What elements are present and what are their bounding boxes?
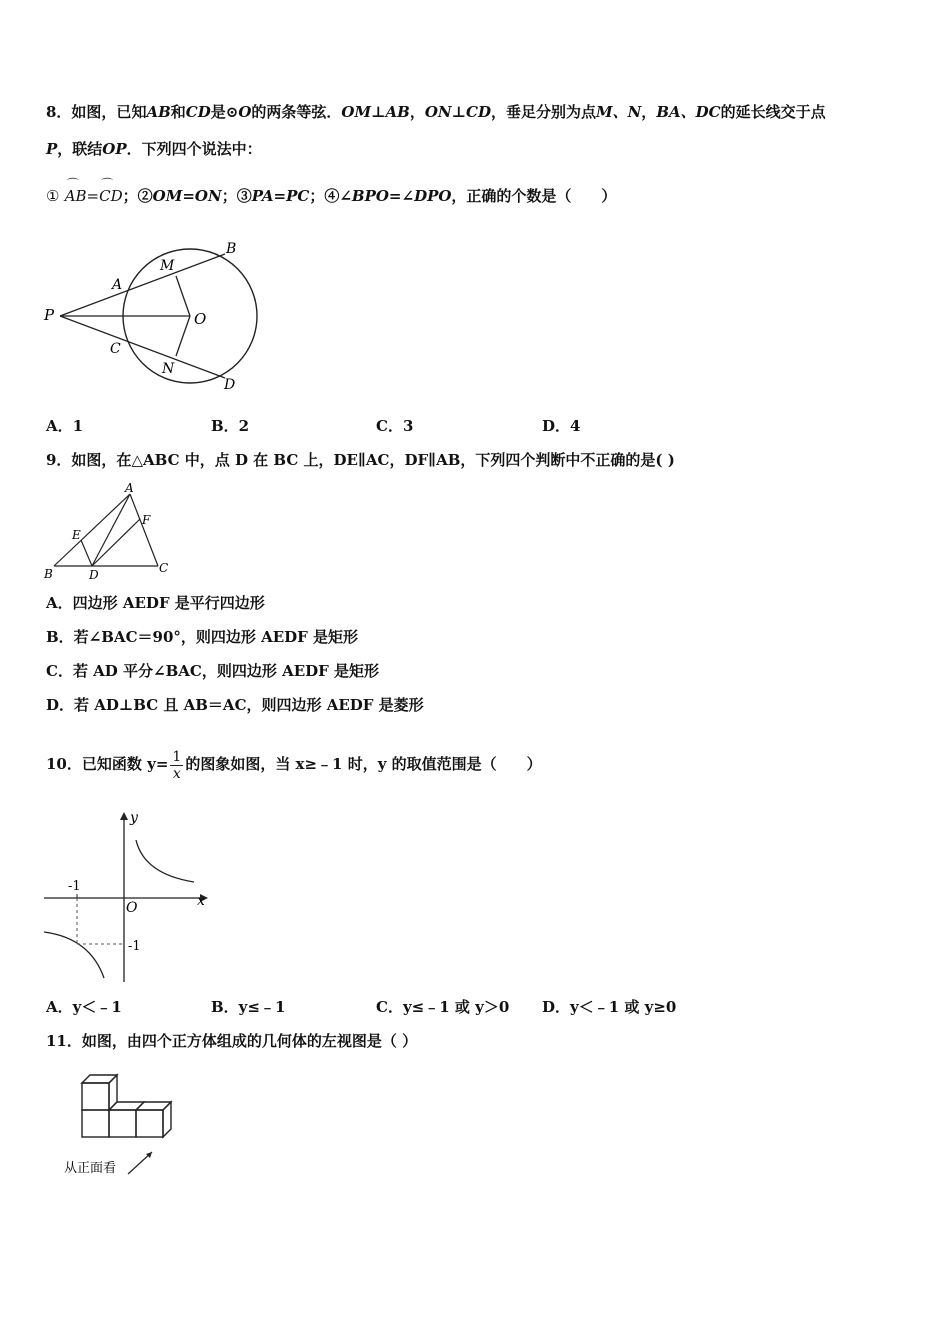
label-m: M <box>160 258 175 274</box>
fraction-1-over-x: $\frac{1}{x}$ <box>172 748 182 782</box>
label-n: N <box>162 361 175 377</box>
label-x: x <box>197 893 205 909</box>
line-om <box>176 276 190 316</box>
label-p: P <box>44 306 55 324</box>
q8-circle-figure <box>40 236 280 396</box>
lid-3 <box>136 1102 171 1110</box>
q10-option-a[interactable]: A．y＜﹣1 <box>46 998 122 1016</box>
label-f: F <box>142 513 151 527</box>
label-o: O <box>194 310 207 328</box>
label-d: D <box>89 568 99 582</box>
line-on <box>176 316 190 356</box>
cube-top-lid <box>82 1075 117 1083</box>
cube-bottom-3 <box>136 1110 163 1137</box>
q8-option-d[interactable]: D．4 <box>542 417 581 435</box>
label-neg1-y: -1 <box>128 939 141 954</box>
label-a: A <box>112 277 123 293</box>
q10-stem: 10．已知函数 y= $\frac{1}{x}$ 的图象如图，当 x≥﹣1 时，y 的取值范围是（ ） <box>46 748 542 782</box>
lid-2 <box>109 1102 144 1110</box>
label-e: E <box>72 528 81 542</box>
q8-line2: P，联结OP．下列四个说法中： <box>46 140 262 158</box>
y-axis-arrow <box>120 812 128 820</box>
q11-cubes-figure <box>60 1068 220 1188</box>
q9-option-b[interactable]: B．若∠BAC＝90°，则四边形 AEDF 是矩形 <box>46 628 359 646</box>
q10-option-d[interactable]: D．y＜﹣1 或 y≥0 <box>542 998 677 1016</box>
view-label: 从正面看 <box>64 1161 117 1176</box>
label-origin: O <box>126 900 138 916</box>
label-neg1-x: -1 <box>68 879 81 894</box>
q10-option-b[interactable]: B．y≤﹣1 <box>211 998 286 1016</box>
cube-top-front <box>82 1083 109 1110</box>
label-b: B <box>44 567 53 581</box>
side-ba <box>54 494 130 566</box>
label-a: A <box>125 481 134 495</box>
cube-bottom-1 <box>82 1110 109 1137</box>
q8-statements: ① ⌒ AB=⌒ CD；②OM=ON；③PA=PC；④∠BPO=∠DPO，正确的个数是（ ） <box>46 186 616 206</box>
q8-option-a[interactable]: A．1 <box>46 417 84 435</box>
label-d: D <box>224 377 236 393</box>
line-pb <box>60 254 225 316</box>
q9-option-a[interactable]: A．四边形 AEDF 是平行四边形 <box>46 594 265 612</box>
branch-quadrant-3 <box>44 932 104 978</box>
cube-top-side <box>109 1075 117 1110</box>
cube-bottom-2 <box>109 1110 136 1137</box>
q11-stem: 11．如图，由四个正方体组成的几何体的左视图是（ ） <box>46 1032 418 1050</box>
q8-line1: 8．如图，已知AB和CD是⊙O的两条等弦．OM⊥AB，ON⊥CD，垂足分别为点M、N，BA、DC的延长线交于点 <box>46 103 826 121</box>
q9-option-d[interactable]: D．若 AD⊥BC 且 AB＝AC，则四边形 AEDF 是菱形 <box>46 696 424 714</box>
segment-df <box>92 519 140 566</box>
q8-option-b[interactable]: B．2 <box>211 417 250 435</box>
label-y: y <box>130 810 138 826</box>
segment-ad <box>92 494 130 566</box>
q10-option-c[interactable]: C．y≤﹣1 或 y＞0 <box>376 998 510 1016</box>
side-3 <box>163 1102 171 1137</box>
branch-quadrant-1 <box>136 840 194 882</box>
segment-de <box>81 540 92 566</box>
q10-hyperbola-figure <box>44 810 214 985</box>
q8-option-c[interactable]: C．3 <box>376 417 414 435</box>
q9-option-c[interactable]: C．若 AD 平分∠BAC，则四边形 AEDF 是矩形 <box>46 662 380 680</box>
label-c: C <box>110 341 121 357</box>
q9-stem: 9．如图，在△ABC 中，点 D 在 BC 上，DE∥AC，DF∥AB，下列四个判断中不正确的是( ) <box>46 451 675 469</box>
label-b: B <box>226 241 237 257</box>
label-c: C <box>159 561 169 575</box>
q9-triangle-figure <box>40 482 180 582</box>
side-ac <box>130 494 158 566</box>
